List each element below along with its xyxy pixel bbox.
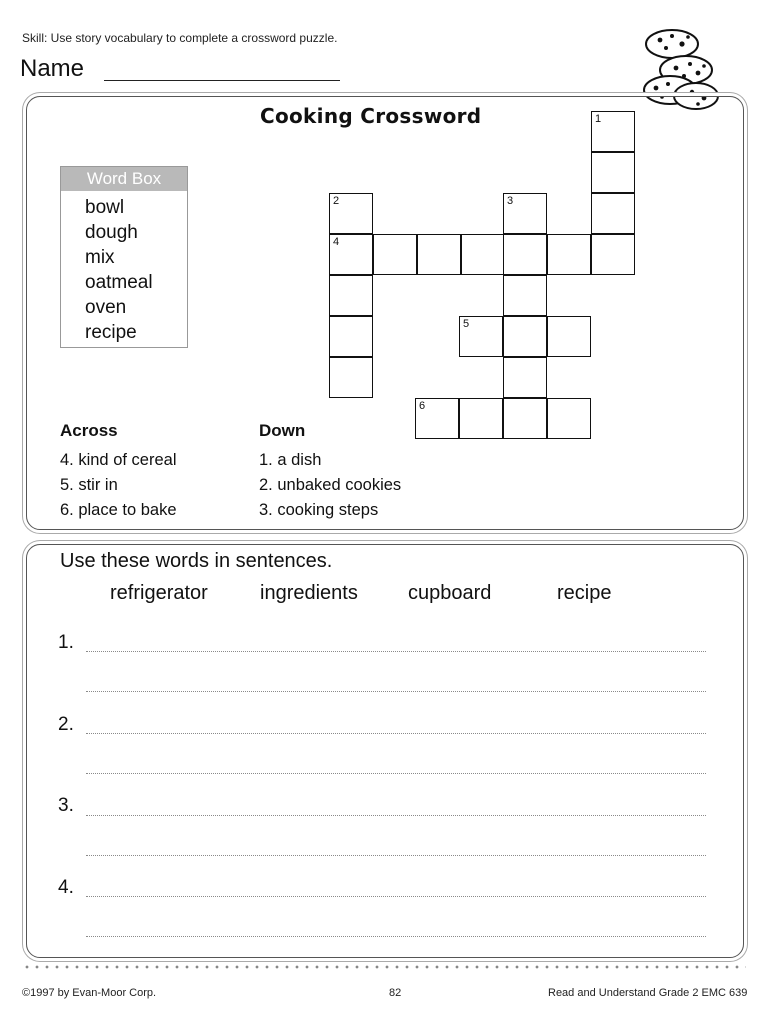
- crossword-cell[interactable]: [503, 193, 547, 234]
- puzzle-title: Cooking Crossword: [260, 104, 482, 128]
- crossword-cell[interactable]: [591, 193, 635, 234]
- writing-line[interactable]: [86, 691, 706, 692]
- writing-line[interactable]: [86, 855, 706, 856]
- sentence-word: recipe: [557, 582, 612, 604]
- crossword-cell[interactable]: [547, 234, 591, 275]
- sentence-word: cupboard: [408, 582, 492, 604]
- word-box-heading: Word Box: [61, 167, 187, 191]
- down-clues: [259, 448, 401, 523]
- skill-text: Skill: Use story vocabulary to complete a crossword puzzle.: [22, 31, 338, 45]
- across-clue: 5. stir in: [60, 476, 118, 494]
- crossword-cell[interactable]: [461, 234, 505, 275]
- clue-number: 4: [333, 236, 340, 248]
- down-clue: 2. unbaked cookies: [259, 476, 402, 494]
- across-clues: [60, 448, 177, 523]
- down-clue: 1. a dish: [259, 451, 322, 469]
- word-box-list: [85, 195, 153, 345]
- clue-number: 3: [507, 195, 514, 207]
- down-heading: Down: [259, 421, 306, 440]
- crossword-cell[interactable]: [547, 398, 591, 439]
- across-clue: 4. kind of cereal: [60, 451, 177, 469]
- crossword-cell[interactable]: [591, 111, 635, 152]
- name-line[interactable]: [104, 80, 340, 81]
- sentence-word: refrigerator: [110, 582, 208, 604]
- word-box-item: mix: [85, 247, 115, 268]
- down-clue: 3. cooking steps: [259, 501, 379, 519]
- word-box: [60, 166, 188, 348]
- writing-line[interactable]: [86, 651, 706, 652]
- crossword-cell[interactable]: [547, 316, 591, 357]
- crossword-cell[interactable]: [503, 357, 547, 398]
- book-info: Read and Understand Grade 2 EMC 639: [548, 987, 748, 999]
- crossword-cell[interactable]: [329, 357, 373, 398]
- crossword-cell[interactable]: [503, 398, 547, 439]
- crossword-cell[interactable]: [329, 316, 373, 357]
- across-heading: Across: [60, 421, 118, 440]
- sentence-number: 4.: [58, 877, 74, 898]
- crossword-cell[interactable]: [329, 234, 373, 275]
- clue-number: 2: [333, 195, 340, 207]
- crossword-cell[interactable]: [591, 234, 635, 275]
- name-label: Name: [20, 55, 85, 82]
- crossword-cell[interactable]: [329, 193, 373, 234]
- crossword-cell[interactable]: [503, 316, 547, 357]
- word-box-item: dough: [85, 222, 138, 243]
- writing-line[interactable]: [86, 773, 706, 774]
- writing-line[interactable]: [86, 896, 706, 897]
- crossword-cell[interactable]: [415, 398, 459, 439]
- sentence-word: ingredients: [260, 582, 358, 604]
- crossword-cell[interactable]: [417, 234, 461, 275]
- writing-line[interactable]: [86, 733, 706, 734]
- word-box-item: oven: [85, 297, 127, 318]
- clue-number: 1: [595, 113, 602, 125]
- writing-line[interactable]: [86, 936, 706, 937]
- crossword-cell[interactable]: [329, 275, 373, 316]
- word-box-item: oatmeal: [85, 272, 153, 293]
- crossword-cell[interactable]: [503, 234, 547, 275]
- decorative-dot-border: [22, 964, 746, 970]
- sentence-number: 2.: [58, 714, 74, 735]
- clue-number: 5: [463, 318, 470, 330]
- clue-number: 6: [419, 400, 426, 412]
- word-box-item: bowl: [85, 197, 125, 218]
- crossword-cell[interactable]: [459, 398, 503, 439]
- writing-line[interactable]: [86, 815, 706, 816]
- word-box-item: recipe: [85, 322, 137, 343]
- crossword-cell[interactable]: [459, 316, 503, 357]
- across-clue: 6. place to bake: [60, 501, 177, 519]
- page-number: 82: [389, 987, 402, 999]
- crossword-cell[interactable]: [373, 234, 417, 275]
- copyright: ©1997 by Evan-Moor Corp.: [22, 987, 157, 999]
- sentences-instruction: Use these words in sentences.: [60, 550, 333, 572]
- crossword-cell[interactable]: [591, 152, 635, 193]
- crossword-cell[interactable]: [503, 275, 547, 316]
- sentence-number: 1.: [58, 632, 74, 653]
- sentence-number: 3.: [58, 795, 74, 816]
